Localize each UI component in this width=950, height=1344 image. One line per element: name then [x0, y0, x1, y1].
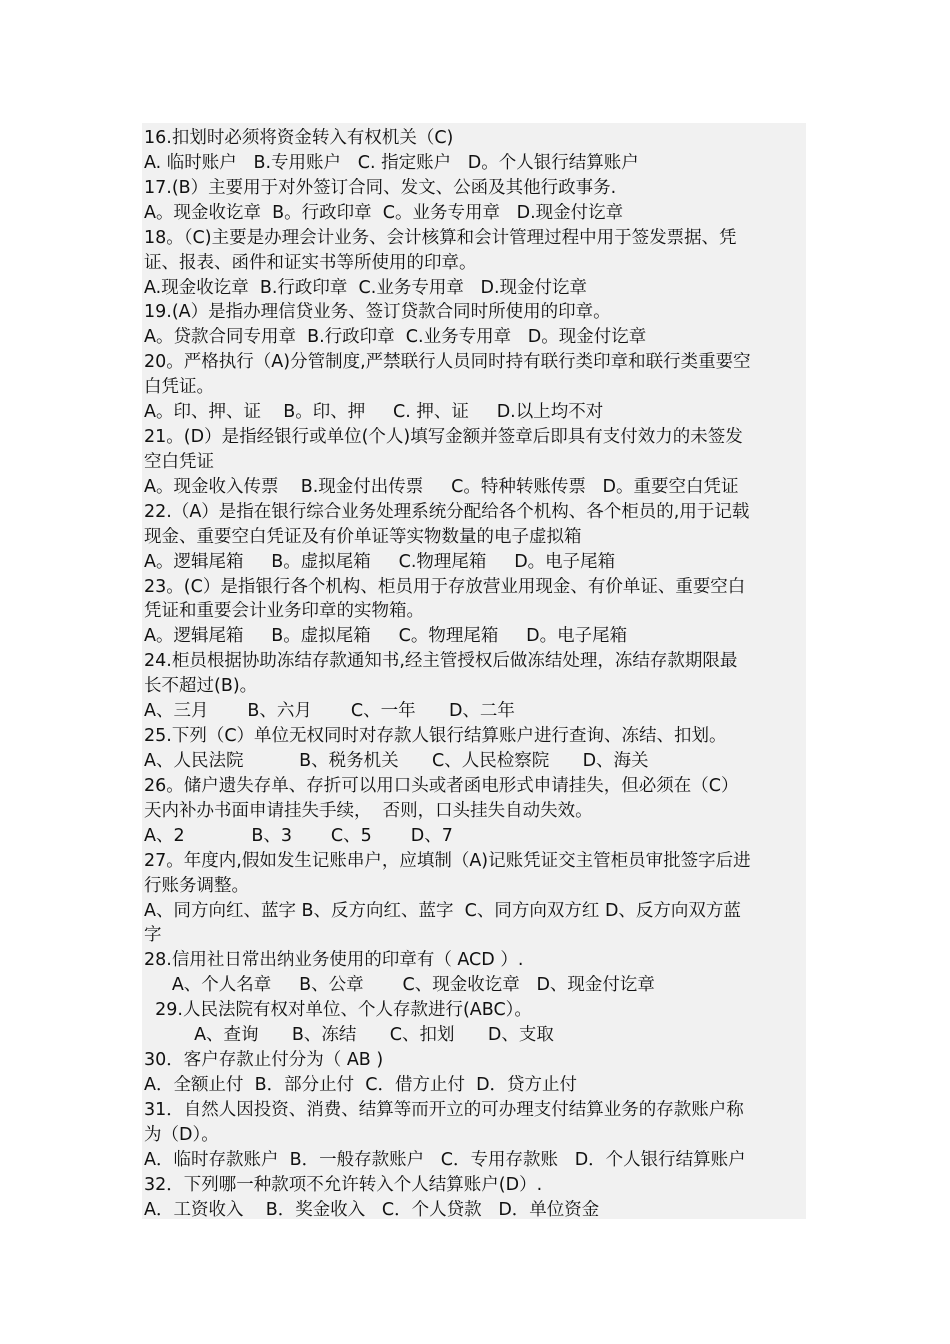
- text-line: 空白凭证: [144, 451, 214, 472]
- text-line: 23。(C）是指银行各个机构、柜员用于存放营业用现金、有价单证、重要空白: [144, 576, 746, 597]
- question-text-block: [142, 123, 806, 1219]
- text-line: A。贷款合同专用章 B.行政印章 C.业务专用章 D。现金付讫章: [144, 327, 647, 348]
- text-line: 17.(B）主要用于对外签订合同、发文、公函及其他行政事务.: [144, 177, 617, 198]
- text-line: A、人民法院 B、税务机关 C、人民检察院 D、海关: [144, 751, 649, 771]
- text-line: 26。储户遗失存单、存折可以用口头或者函电形式申请挂失，但必须在（C）: [144, 775, 739, 796]
- text-line: 长不超过(B)。: [144, 676, 258, 697]
- text-line: A．临时存款账户 B．一般存款账户 C．专用存款账 D．个人银行结算账户: [144, 1149, 746, 1170]
- text-line: A、三月 B、六月 C、一年 D、二年: [144, 701, 515, 722]
- text-line: 21。(D）是指经银行或单位(个人)填写金额并签章后即具有支付效力的未签发: [144, 427, 743, 448]
- text-line: 22.（A）是指在银行综合业务处理系统分配给各个机构、各个柜员的,用于记载: [144, 501, 750, 522]
- text-line: A。现金收入传票 B.现金付出传票 C。特种转账传票 D。重要空白凭证: [144, 476, 739, 497]
- text-line: 天内补办书面申请挂失手续， 否则，口头挂失自动失效。: [144, 800, 593, 821]
- text-line: 18。（C)主要是办理会计业务、会计核算和会计管理过程中用于签发票据、凭: [144, 227, 737, 248]
- text-line: 16.扣划时必须将资金转入有权机关（C): [144, 128, 454, 148]
- text-line: A。逻辑尾箱 B。虚拟尾箱 C。物理尾箱 D。电子尾箱: [144, 626, 628, 647]
- text-line: 现金、重要空白凭证及有价单证等实物数量的电子虚拟箱: [144, 526, 582, 547]
- text-line: A. 临时账户 B.专用账户 C. 指定账户 D。个人银行结算账户: [144, 152, 639, 173]
- text-line: 27。年度内,假如发生记账串户，应填制（A)记账凭证交主管柜员审批签字后进: [144, 850, 751, 871]
- text-line: A、同方向红、蓝字 B、反方向红、蓝字 C、同方向双方红 D、反方向双方蓝: [144, 900, 741, 921]
- text-line: A、个人名章 B、公章 C、现金收讫章 D、现金付讫章: [144, 975, 655, 996]
- text-line: A．工资收入 B．奖金收入 C．个人贷款 D．单位资金: [144, 1199, 600, 1220]
- text-line: 24.柜员根据协助冻结存款通知书,经主管授权后做冻结处理，冻结存款期限最: [144, 651, 738, 672]
- text-line: A.现金收讫章 B.行政印章 C.业务专用章 D.现金付讫章: [144, 277, 588, 298]
- text-line: 25.下列（C）单位无权同时对存款人银行结算账户进行查询、冻结、扣划。: [144, 726, 727, 747]
- text-line: 20。严格执行（A)分管制度,严禁联行人员同时持有联行类印章和联行类重要空: [144, 352, 751, 373]
- text-line: 证、报表、函件和证实书等所使用的印章。: [144, 252, 477, 273]
- text-line: 为（D）。: [144, 1124, 219, 1145]
- text-line: 行账务调整。: [144, 875, 249, 896]
- text-line: A、2 B、3 C、5 D、7: [144, 825, 453, 846]
- text-line: 28.信用社日常出纳业务使用的印章有（ ACD ）.: [144, 950, 524, 971]
- text-line: A．全额止付 B．部分止付 C．借方止付 D．贷方止付: [144, 1074, 578, 1095]
- text-line: 32．下列哪一种款项不允许转入个人结算账户(D）.: [144, 1174, 543, 1195]
- text-line: 凭证和重要会计业务印章的实物箱。: [144, 601, 424, 622]
- text-line: A。逻辑尾箱 B。虚拟尾箱 C.物理尾箱 D。电子尾箱: [144, 551, 616, 572]
- text-line: A。现金收讫章 B。行政印章 C。业务专用章 D.现金付讫章: [144, 202, 624, 223]
- text-line: 字: [144, 925, 162, 946]
- text-line: 白凭证。: [144, 377, 214, 398]
- text-line: 19.(A）是指办理信贷业务、签订贷款合同时所使用的印章。: [144, 302, 611, 323]
- text-line: 31．自然人因投资、消费、结算等而开立的可办理支付结算业务的存款账户称: [144, 1099, 744, 1120]
- text-line: A、查询 B、冻结 C、扣划 D、支取: [144, 1025, 554, 1046]
- text-line: A。印、押、证 B。印、押 C. 押、证 D.以上均不对: [144, 402, 604, 423]
- text-line: 30．客户存款止付分为（ AB ): [144, 1050, 384, 1071]
- text-line: 29.人民法院有权对单位、个人存款进行(ABC）。: [144, 1000, 532, 1021]
